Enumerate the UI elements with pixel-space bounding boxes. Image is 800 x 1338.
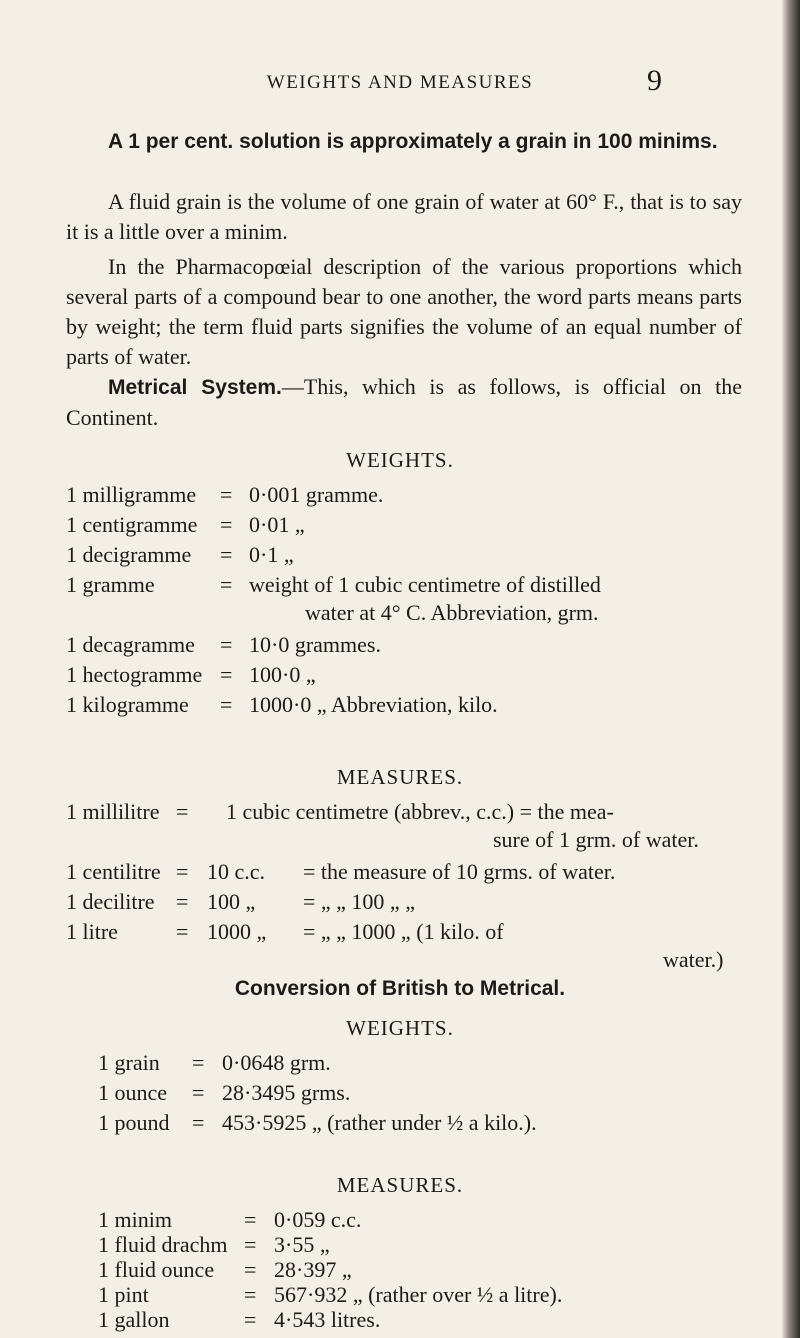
value: 4·543 litres. bbox=[274, 1307, 381, 1332]
equals: = bbox=[220, 542, 233, 567]
equals: = bbox=[176, 919, 189, 944]
value: 100 „ bbox=[207, 889, 256, 914]
unit: 1 kilogramme bbox=[66, 692, 189, 717]
equals: = bbox=[220, 662, 233, 687]
unit: 1 milligramme bbox=[66, 482, 197, 507]
value: 28·3495 grms. bbox=[222, 1080, 351, 1105]
metrical-system-paragraph bbox=[66, 372, 742, 433]
metrical-system-title: Metrical System. bbox=[108, 376, 282, 399]
value-equivalent: = „ „ 1000 „ (1 kilo. of bbox=[303, 919, 504, 944]
value: 28·397 „ bbox=[274, 1257, 352, 1282]
equals: = bbox=[220, 512, 233, 537]
unit: 1 fluid ounce bbox=[98, 1257, 215, 1282]
conversion-heading: Conversion of British to Metrical. bbox=[234, 977, 566, 1000]
value: 453·5925 „ (rather under ½ a kilo.). bbox=[222, 1110, 537, 1135]
value: 10·0 grammes. bbox=[249, 632, 381, 657]
litre-continuation: water.) bbox=[663, 947, 724, 972]
page-number: 9 bbox=[647, 64, 662, 97]
page-edge-shadow bbox=[782, 0, 800, 1338]
metrical-system-text: —This, which is as follows, is official on the Continent. bbox=[66, 374, 742, 430]
equals: = bbox=[176, 859, 189, 884]
equals: = bbox=[220, 572, 233, 597]
value: 0·01 „ bbox=[249, 512, 305, 537]
equals: = bbox=[176, 799, 189, 824]
equals: = bbox=[244, 1282, 257, 1307]
equals: = bbox=[244, 1307, 257, 1332]
value: 100·0 „ bbox=[249, 662, 316, 687]
unit: 1 pint bbox=[98, 1282, 149, 1307]
unit: 1 hectogramme bbox=[66, 662, 203, 687]
value: 3·55 „ bbox=[274, 1232, 330, 1257]
value-equivalent: = „ „ 100 „ „ bbox=[303, 889, 415, 914]
unit: 1 millilitre bbox=[66, 799, 160, 824]
equals: = bbox=[220, 692, 233, 717]
unit: 1 minim bbox=[98, 1207, 172, 1232]
parts-paragraph: In the Pharmacopœial description of the various proportions which several parts of a compound bear to one another, the word parts means parts by weight; the term fluid parts signifies the volume of an equal number of parts of water. bbox=[66, 254, 742, 369]
grain-minim-statement: A 1 per cent. solution is approximately a grain in 100 minims. bbox=[108, 130, 718, 153]
unit: 1 decigramme bbox=[66, 542, 192, 567]
equals: = bbox=[192, 1110, 205, 1135]
value: 0·001 gramme. bbox=[249, 482, 384, 507]
unit: 1 decagramme bbox=[66, 632, 195, 657]
value: 0·0648 grm. bbox=[222, 1050, 331, 1075]
unit: 1 fluid drachm bbox=[98, 1232, 228, 1257]
unit: 1 pound bbox=[98, 1110, 170, 1135]
unit: 1 grain bbox=[98, 1050, 160, 1075]
fluid-grain-paragraph: A fluid grain is the volume of one grain of water at 60° F., that is to say it is a little over a minim. bbox=[66, 189, 742, 244]
equals: = bbox=[176, 889, 189, 914]
equals: = bbox=[192, 1080, 205, 1105]
equals: = bbox=[244, 1257, 257, 1282]
millilitre-continuation: sure of 1 grm. of water. bbox=[493, 827, 699, 852]
gramme-continuation: water at 4° C. Abbreviation, grm. bbox=[305, 600, 599, 625]
equals: = bbox=[220, 482, 233, 507]
equals: = bbox=[192, 1050, 205, 1075]
conversion-measures-heading: MEASURES. bbox=[336, 1173, 464, 1197]
equals: = bbox=[244, 1207, 257, 1232]
measures-heading: MEASURES. bbox=[336, 765, 464, 789]
value: 0·059 c.c. bbox=[274, 1207, 362, 1232]
value: weight of 1 cubic centimetre of distilled bbox=[249, 572, 601, 597]
unit: 1 gramme bbox=[66, 572, 155, 597]
value: 10 c.c. bbox=[207, 859, 266, 884]
conversion-weights-heading: WEIGHTS. bbox=[346, 1016, 454, 1040]
unit: 1 litre bbox=[66, 919, 118, 944]
value: 567·932 „ (rather over ½ a litre). bbox=[274, 1282, 563, 1307]
equals: = bbox=[244, 1232, 257, 1257]
value-equivalent: = the measure of 10 grms. of water. bbox=[303, 859, 616, 884]
unit: 1 centigramme bbox=[66, 512, 198, 537]
running-header: WEIGHTS AND MEASURES bbox=[266, 72, 534, 93]
unit: 1 gallon bbox=[98, 1307, 170, 1332]
value: 1 cubic centimetre (abbrev., c.c.) = the mea- bbox=[226, 799, 614, 824]
unit: 1 decilitre bbox=[66, 889, 155, 914]
unit: 1 centilitre bbox=[66, 859, 161, 884]
unit: 1 ounce bbox=[98, 1080, 168, 1105]
value: 1000·0 „ Abbreviation, kilo. bbox=[249, 692, 498, 717]
value: 1000 „ bbox=[207, 919, 267, 944]
value: 0·1 „ bbox=[249, 542, 294, 567]
weights-heading: WEIGHTS. bbox=[346, 448, 454, 472]
equals: = bbox=[220, 632, 233, 657]
